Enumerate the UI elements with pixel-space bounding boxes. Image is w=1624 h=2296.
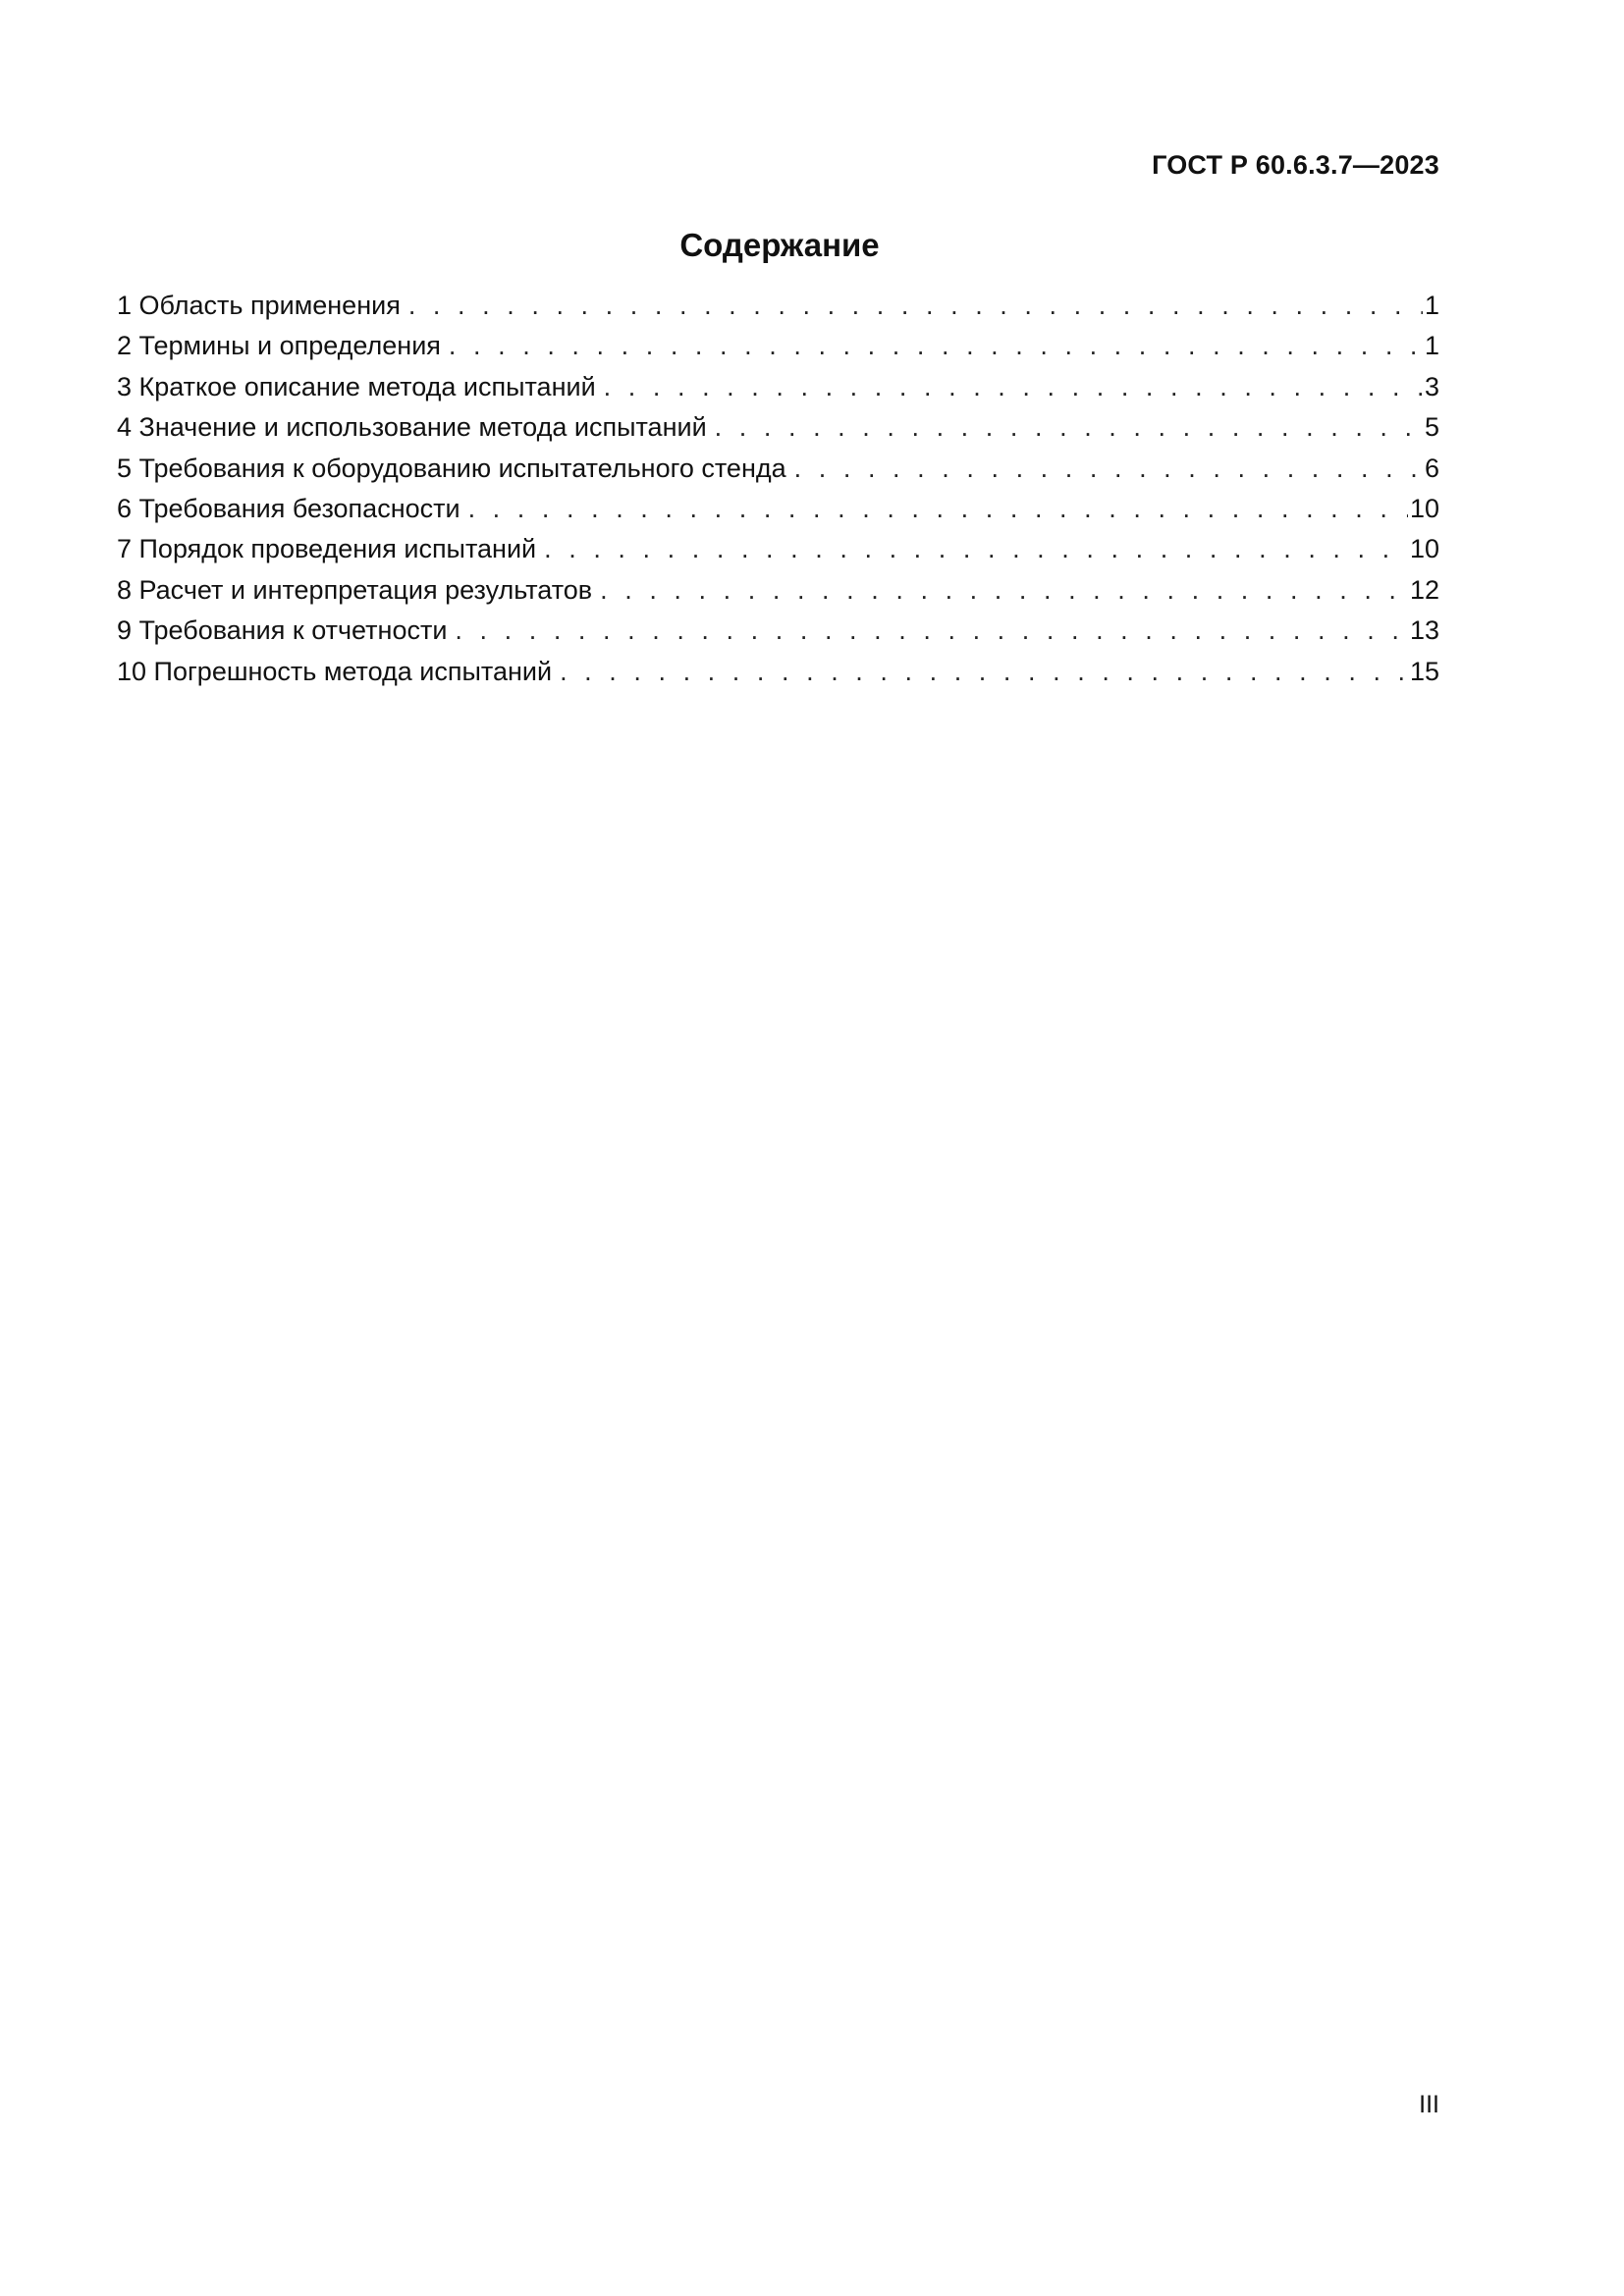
toc-dot-leader xyxy=(794,449,1423,489)
toc-entry-label: 8 Расчет и интерпретация результатов xyxy=(117,574,593,605)
toc-dot-leader xyxy=(449,326,1423,366)
toc-entry-page: 6 xyxy=(1424,453,1439,483)
toc-entry-6[interactable] xyxy=(117,489,1439,529)
toc-dot-leader xyxy=(408,286,1423,326)
toc-dot-leader xyxy=(455,611,1408,651)
toc-entry-label: 1 Область применения xyxy=(117,291,401,320)
toc-entry-page: 10 xyxy=(1409,493,1439,523)
toc-entry-page: 3 xyxy=(1424,371,1439,401)
toc-entry-9[interactable] xyxy=(117,611,1439,651)
toc-entry-10[interactable] xyxy=(117,652,1439,692)
toc-entry-7[interactable] xyxy=(117,529,1439,569)
toc-entry-label: 7 Порядок проведения испытаний xyxy=(117,534,537,564)
document-code: ГОСТ Р 60.6.3.7—2023 xyxy=(1152,150,1439,180)
toc-entry-2[interactable] xyxy=(117,326,1439,366)
toc-entry-label: 5 Требования к оборудованию испытательного стенда xyxy=(117,453,786,483)
toc-entry-label: 6 Требования безопасности xyxy=(117,493,460,523)
toc-entry-page: 13 xyxy=(1409,615,1439,646)
toc-entry-3[interactable] xyxy=(117,367,1439,407)
toc-dot-leader xyxy=(600,570,1408,611)
toc-dot-leader xyxy=(560,652,1408,692)
toc-entry-label: 10 Погрешность метода испытаний xyxy=(117,656,553,686)
table-of-contents xyxy=(117,286,1439,692)
toc-entry-page: 15 xyxy=(1409,656,1439,686)
toc-entry-page: 12 xyxy=(1409,574,1439,605)
toc-title: Содержание xyxy=(679,227,880,263)
toc-dot-leader xyxy=(604,367,1423,407)
toc-entry-page: 10 xyxy=(1409,534,1439,564)
toc-dot-leader xyxy=(715,407,1423,448)
toc-entry-1[interactable] xyxy=(117,286,1439,326)
toc-dot-leader xyxy=(468,489,1408,529)
toc-entry-5[interactable] xyxy=(117,449,1439,489)
page-number: III xyxy=(1419,2091,1439,2118)
toc-entry-label: 4 Значение и использование метода испытаний xyxy=(117,412,707,443)
toc-entry-label: 9 Требования к отчетности xyxy=(117,615,448,646)
toc-entry-page: 1 xyxy=(1424,291,1439,320)
toc-entry-label: 2 Термины и определения xyxy=(117,331,441,361)
toc-entry-8[interactable] xyxy=(117,570,1439,611)
toc-entry-page: 5 xyxy=(1424,412,1439,443)
toc-entry-page: 1 xyxy=(1424,331,1439,361)
toc-entry-4[interactable] xyxy=(117,407,1439,448)
toc-dot-leader xyxy=(544,529,1408,569)
toc-entry-label: 3 Краткое описание метода испытаний xyxy=(117,371,596,401)
